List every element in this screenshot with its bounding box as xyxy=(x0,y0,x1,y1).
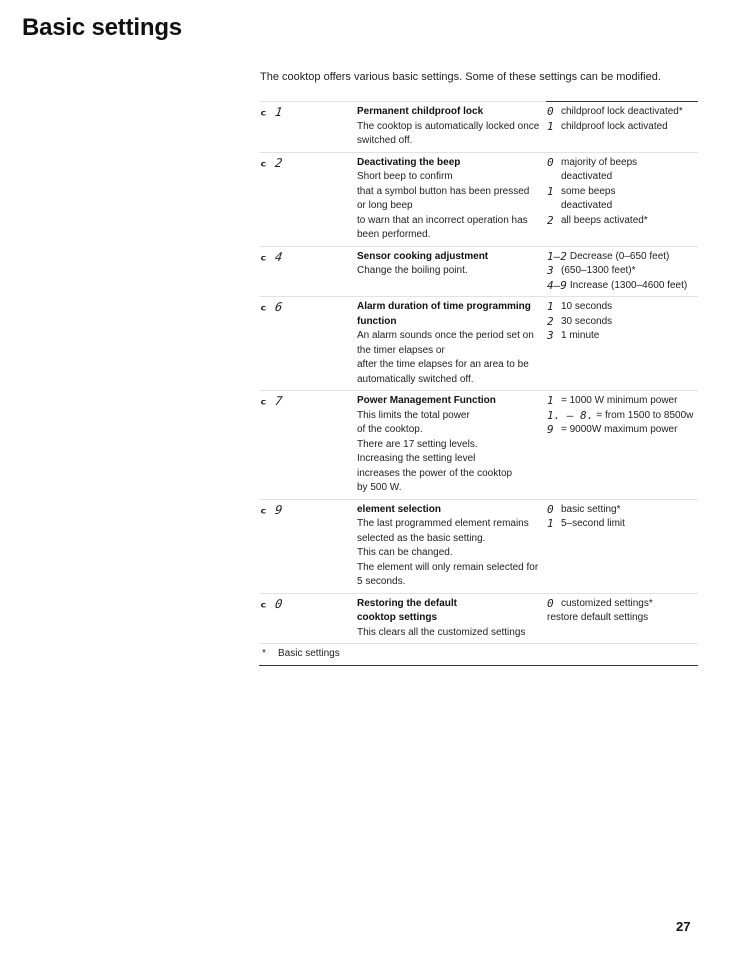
setting-description: Change the boiling point. xyxy=(357,265,468,276)
page-number: 27 xyxy=(676,919,691,934)
setting-code-digit: 4 xyxy=(273,249,283,264)
footnote xyxy=(259,644,698,666)
setting-code-letter: c xyxy=(260,158,267,169)
setting-code xyxy=(259,593,356,644)
setting-code xyxy=(259,152,356,246)
settings-table-body xyxy=(259,102,698,644)
setting-code xyxy=(259,246,356,297)
option-text: childproof lock deactivated* xyxy=(561,106,683,117)
setting-code-letter: c xyxy=(260,396,267,407)
option-text: = 1000 W minimum power xyxy=(561,395,678,406)
option-key: 0 xyxy=(547,155,554,169)
setting-function xyxy=(356,152,546,246)
setting-title: element selection xyxy=(357,503,441,515)
option-text: basic setting* xyxy=(561,503,621,515)
footnote-text: Basic settings xyxy=(278,648,340,659)
option-text: 30 seconds xyxy=(561,315,613,327)
option-text: Decrease (0–650 feet) xyxy=(569,250,670,262)
setting-options xyxy=(546,102,698,153)
setting-description: This clears all the customized settings xyxy=(357,626,526,638)
setting-code-digit: 0 xyxy=(273,596,283,611)
setting-option xyxy=(547,503,697,518)
setting-row xyxy=(259,297,698,391)
setting-option xyxy=(547,156,697,185)
option-text: 10 seconds xyxy=(561,301,613,312)
setting-option xyxy=(547,185,697,214)
setting-function xyxy=(356,499,546,593)
setting-options xyxy=(546,499,698,593)
setting-function xyxy=(356,593,546,644)
option-text: = 9000W maximum power xyxy=(561,424,678,435)
setting-options xyxy=(546,593,698,644)
setting-row xyxy=(259,391,698,500)
option-key: 1 xyxy=(547,119,554,133)
option-text: (650–1300 feet)* xyxy=(561,265,636,276)
setting-row xyxy=(259,593,698,644)
setting-option xyxy=(547,611,697,626)
option-key: 1 xyxy=(547,394,554,407)
footnote-mark: * xyxy=(262,648,266,659)
option-text: Increase (1300–4600 feet) xyxy=(569,279,688,291)
setting-function xyxy=(356,297,546,391)
option-text: majority of beeps deactivated xyxy=(561,156,638,182)
option-text: all beeps activated* xyxy=(561,214,648,226)
option-key: 1 xyxy=(547,517,554,530)
setting-title: Restoring the default cooktop settings xyxy=(357,597,458,623)
setting-code xyxy=(259,297,356,391)
option-key: 1–2 xyxy=(547,249,567,263)
option-text: 1 minute xyxy=(561,330,600,341)
footnote-row xyxy=(259,644,698,666)
setting-code xyxy=(259,102,356,153)
option-key: 3 xyxy=(547,264,554,277)
setting-option xyxy=(547,120,697,135)
setting-title: Sensor cooking adjustment xyxy=(357,250,489,262)
setting-row xyxy=(259,152,698,246)
setting-row xyxy=(259,102,698,153)
setting-function xyxy=(356,246,546,297)
setting-code-digit: 9 xyxy=(273,502,283,517)
setting-option xyxy=(547,264,697,279)
setting-code-letter: c xyxy=(260,302,267,313)
setting-function xyxy=(356,102,546,153)
option-key: 2 xyxy=(547,213,554,227)
setting-code-letter: c xyxy=(260,599,267,610)
setting-option xyxy=(547,329,697,344)
setting-option xyxy=(547,423,697,438)
option-key: 9 xyxy=(547,423,554,436)
setting-code-digit: 2 xyxy=(273,155,283,170)
setting-title: Permanent childproof lock xyxy=(357,106,484,117)
setting-options xyxy=(546,391,698,500)
page-title: Basic settings xyxy=(22,14,182,41)
option-text: customized settings* xyxy=(561,597,653,609)
option-text: restore default settings xyxy=(547,612,649,623)
intro-text: The cooktop offers various basic settings. Some of these settings can be modified. xyxy=(260,71,661,83)
setting-title: Deactivating the beep xyxy=(357,156,461,168)
setting-options xyxy=(546,152,698,246)
setting-code-digit: 7 xyxy=(273,394,283,408)
setting-option xyxy=(547,315,697,330)
setting-option xyxy=(547,394,697,409)
setting-options xyxy=(546,297,698,391)
setting-function xyxy=(356,391,546,500)
setting-title: Power Management Function xyxy=(357,395,496,406)
setting-option xyxy=(547,105,697,120)
setting-options xyxy=(546,246,698,297)
option-key: 0 xyxy=(547,105,554,118)
option-key: 1 xyxy=(547,300,554,313)
option-key: 1. – 8. xyxy=(547,408,594,422)
setting-code xyxy=(259,391,356,500)
basic-settings-table xyxy=(259,101,698,666)
setting-option xyxy=(547,250,697,265)
setting-row xyxy=(259,246,698,297)
option-text: some beeps deactivated xyxy=(561,185,616,211)
setting-option xyxy=(547,214,697,229)
setting-option xyxy=(547,300,697,315)
setting-description: Short beep to confirm that a symbol button has been pressed or long beep to warn that an incorrect operation has been performed. xyxy=(357,171,530,240)
option-key: 2 xyxy=(547,314,554,328)
setting-description: This limits the total power of the cooktop. There are 17 setting levels. Increasing the setting level increases the power of the cooktop by 500 W. xyxy=(357,409,513,493)
option-text: childproof lock activated xyxy=(561,120,668,132)
option-text: 5–second limit xyxy=(561,518,625,529)
option-key: 0 xyxy=(547,502,554,516)
setting-code-digit: 6 xyxy=(273,300,283,314)
setting-code-letter: c xyxy=(260,505,267,516)
setting-option xyxy=(547,517,697,532)
setting-code xyxy=(259,499,356,593)
option-key: 0 xyxy=(547,596,554,610)
setting-row xyxy=(259,499,698,593)
setting-option xyxy=(547,279,697,294)
option-key: 4–9 xyxy=(547,278,567,292)
setting-description: An alarm sounds once the period set on the timer elapses or after the time elapses for an area to be automatically switched off. xyxy=(357,330,534,385)
setting-description: The cooktop is automatically locked once switched off. xyxy=(357,120,540,146)
setting-option xyxy=(547,409,697,424)
setting-code-letter: c xyxy=(260,107,267,118)
setting-option xyxy=(547,597,697,612)
option-key: 3 xyxy=(547,329,554,342)
option-key: 1 xyxy=(547,184,554,198)
setting-code-letter: c xyxy=(260,252,267,263)
setting-description: The last programmed element remains selected as the basic setting. This can be changed. The element will only remain selected for 5 seconds. xyxy=(357,518,539,587)
setting-code-digit: 1 xyxy=(273,105,283,119)
setting-title: Alarm duration of time programming function xyxy=(357,301,531,327)
option-text: = from 1500 to 8500w xyxy=(596,409,694,421)
